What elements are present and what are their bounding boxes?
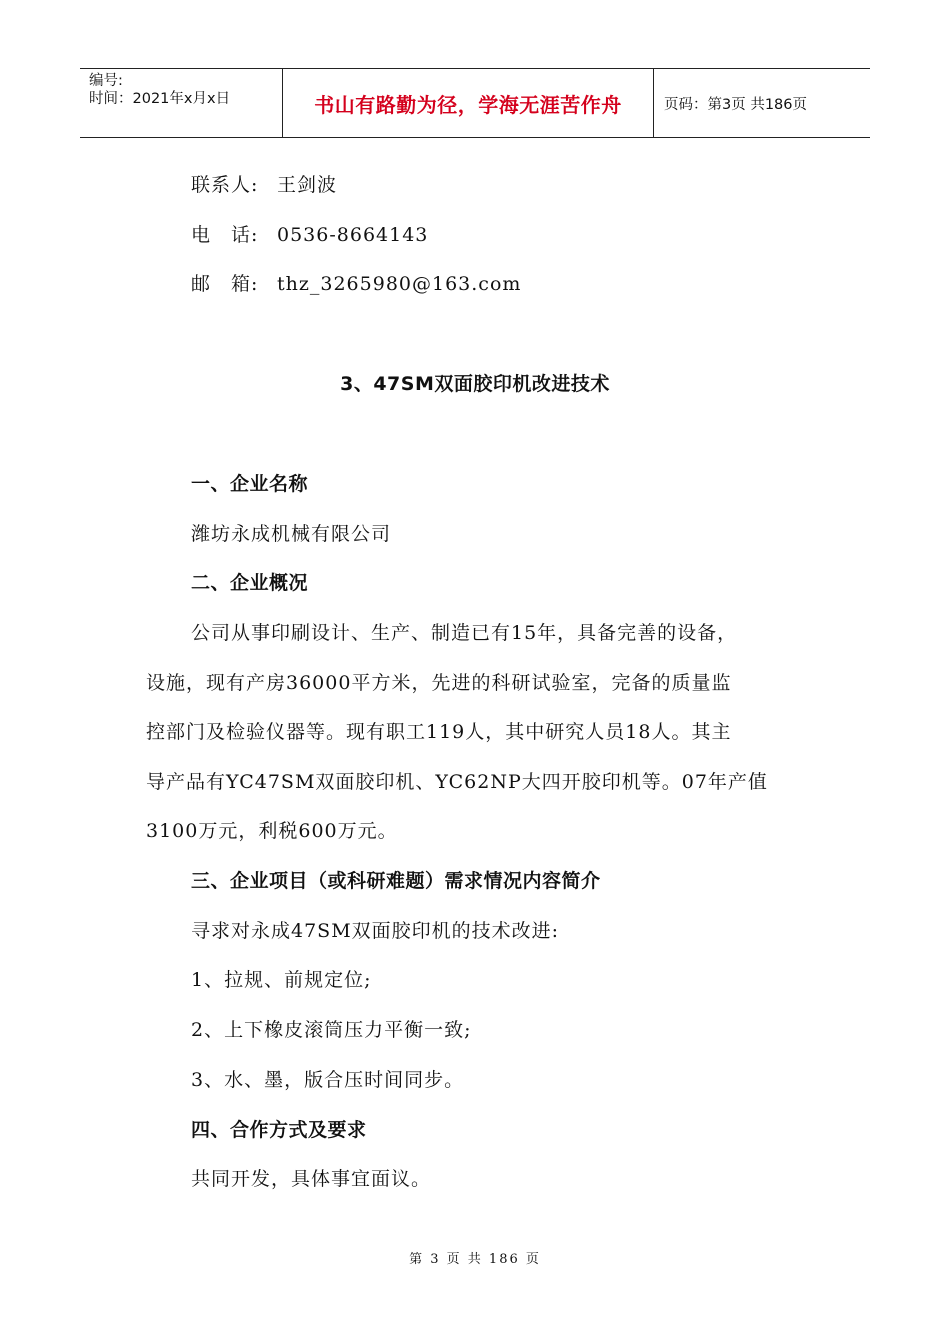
header-date: 时间：2021年x月x日 [89,91,231,107]
contact-email-label: 邮 箱: [191,273,259,295]
page-footer: 第 3 页 共 186 页 [409,1252,541,1267]
list-item: 3、水、墨，版合压时间同步。 [191,1069,465,1091]
contact-person-value: 王剑波 [277,174,338,196]
contact-email [191,272,521,296]
section-heading: 三、企业项目（或科研难题）需求情况内容简介 [191,870,601,892]
document-header [80,68,870,138]
contact-phone [191,223,428,247]
contact-person [191,173,337,197]
paragraph-line: 3100万元，利税600万元。 [146,820,398,842]
contact-email-value: thz_3265980@163.com [277,273,522,295]
section-heading: 二、企业概况 [191,572,309,594]
paragraph-line: 控部门及检验仪器等。现有职工119人，其中研究人员18人。其主 [146,721,732,743]
section-title: 3、47SM双面胶印机改进技术 [340,373,610,395]
paragraph-line: 设施，现有产房36000平方米，先进的科研试验室，完备的质量监 [146,672,732,694]
section-heading: 四、合作方式及要求 [191,1119,367,1141]
list-item: 1、拉规、前规定位; [191,969,372,991]
header-motto: 书山有路勤为径，学海无涯苦作舟 [314,92,622,117]
contact-phone-label: 电 话: [191,224,259,246]
section-heading: 一、企业名称 [191,473,309,495]
paragraph-line: 寻求对永成47SM双面胶印机的技术改进: [191,920,560,942]
paragraph-line: 公司从事印刷设计、生产、制造已有15年，具备完善的设备， [191,622,738,644]
header-page-info: 页码：第3页 共186页 [664,96,808,113]
header-number-label: 编号: [89,73,123,89]
header-meta-cell [80,69,282,137]
paragraph-line: 导产品有YC47SM双面胶印机、YC62NP大四开胶印机等。07年产值 [146,771,768,793]
list-item: 2、上下橡皮滚筒压力平衡一致; [191,1019,472,1041]
paragraph-line: 潍坊永成机械有限公司 [191,523,392,545]
contact-person-label: 联系人: [191,174,259,196]
paragraph-line: 共同开发，具体事宜面议。 [191,1168,432,1190]
contact-phone-value: 0536-8664143 [277,224,429,246]
